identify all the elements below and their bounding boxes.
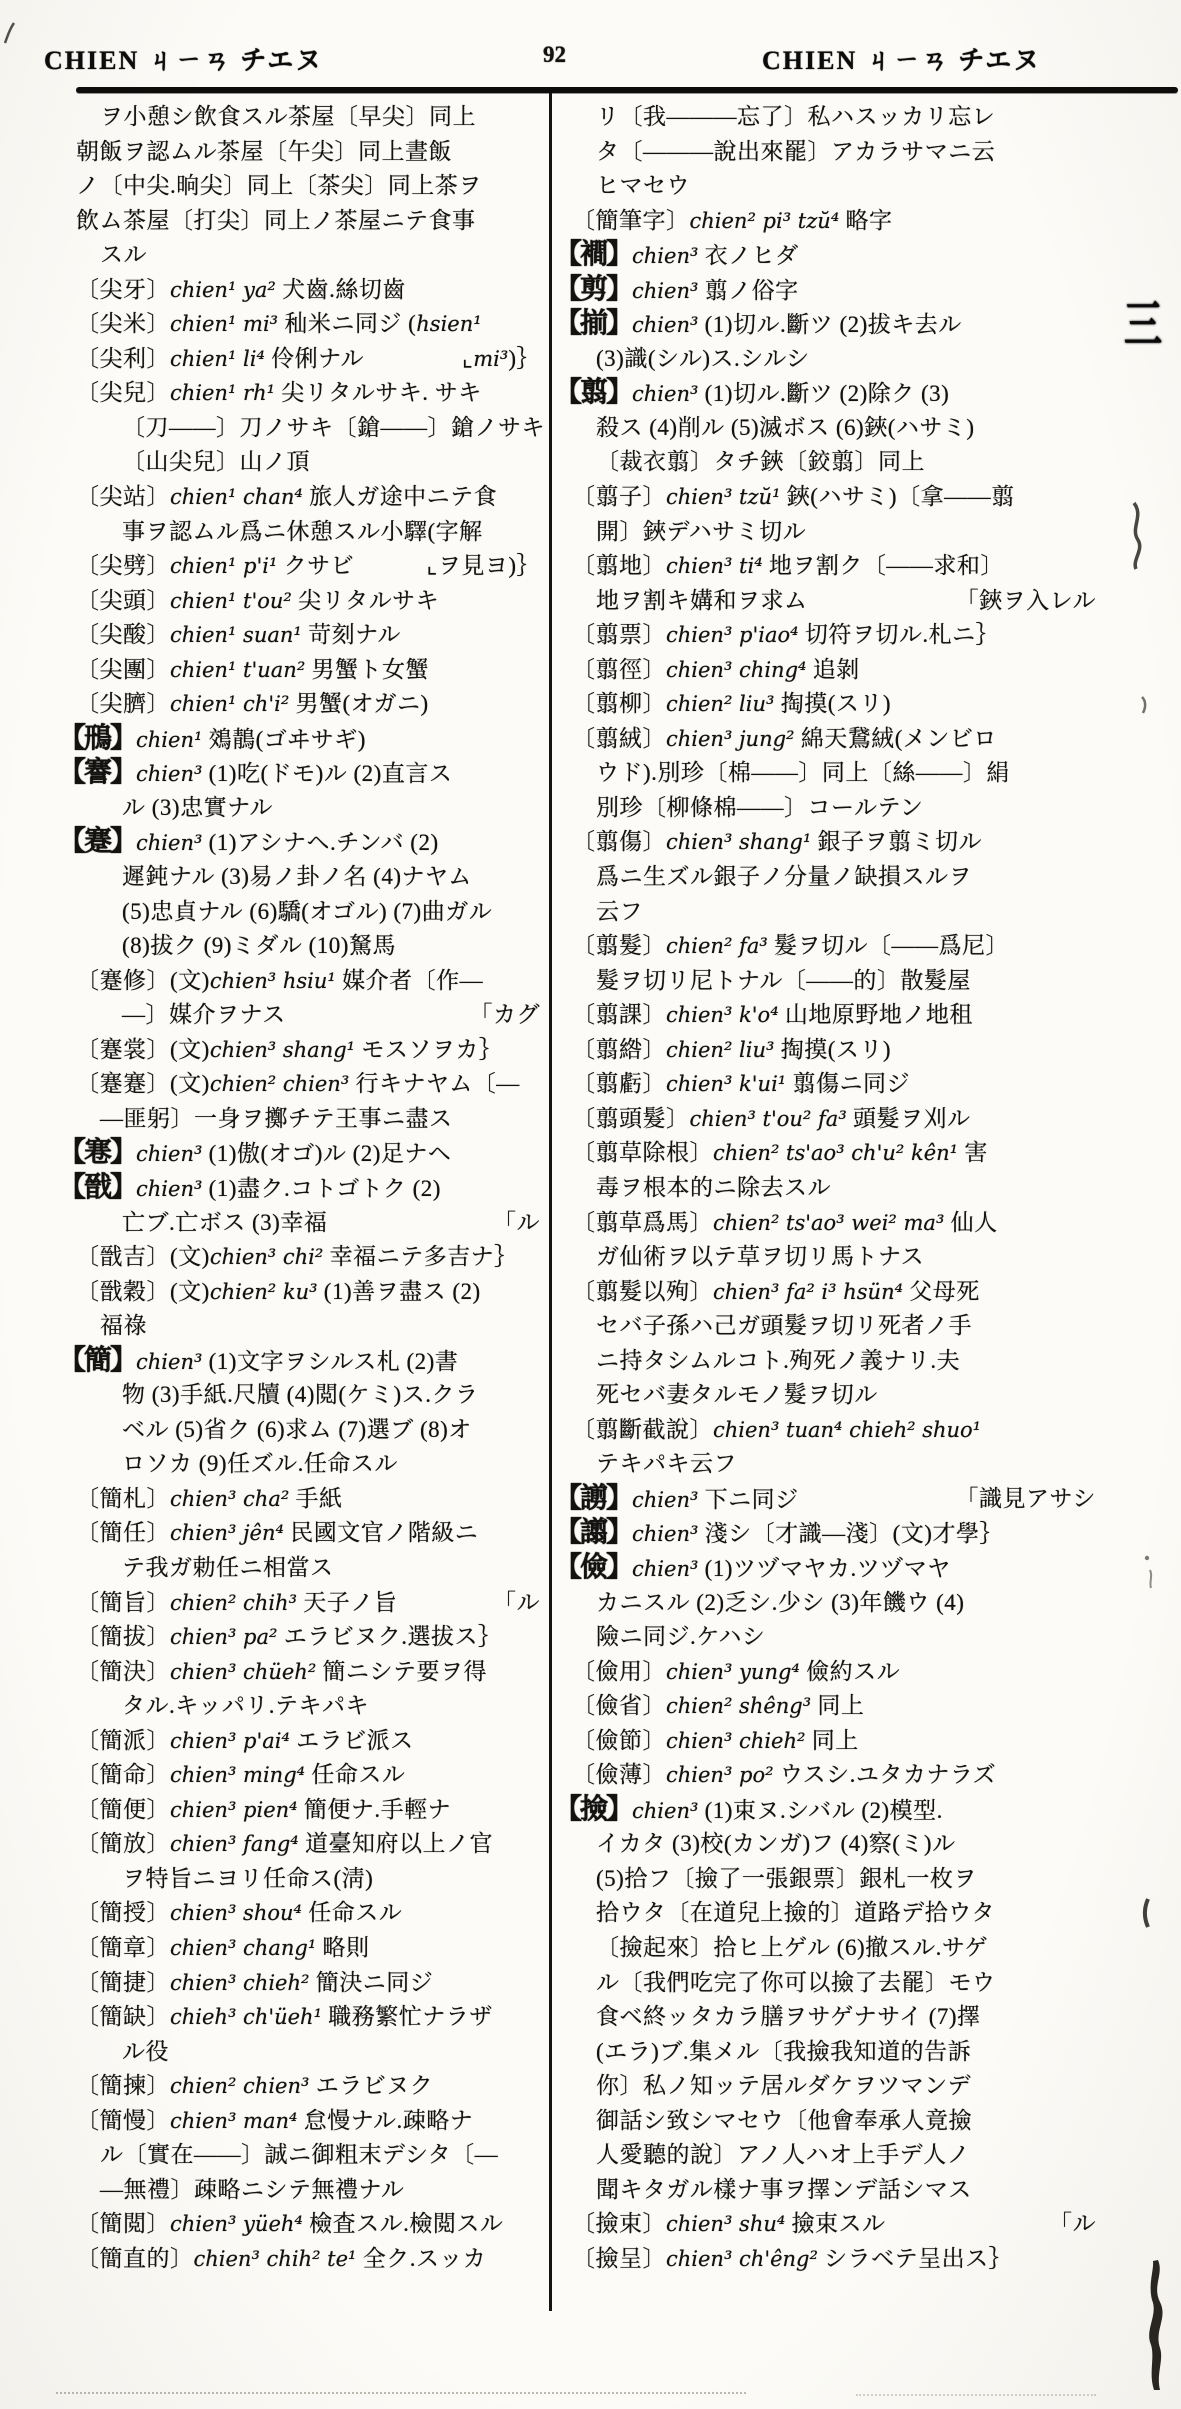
romanization: chien¹ mi³: [170, 312, 279, 337]
text-line: 死セバ妻タルモノ髮ヲ切ル: [596, 1382, 878, 1408]
headword-character: 【謇】: [58, 757, 137, 789]
text-line: 「鋏ヲ入レル 地ヲ割キ媾和ヲ求ム: [572, 584, 1096, 619]
romanization: chien¹ t'ou²: [170, 588, 292, 613]
text-line: 〔翦綹〕chien² liu³ 掏摸(スリ): [572, 1036, 892, 1062]
text-line: 〔儉節〕chien³ chieh² 同上: [572, 1727, 859, 1753]
text-line: ル〔我們吃完了你可以撿了去罷〕モウ: [596, 1969, 996, 1995]
text-line: 「ル 亡ブ.亡ボス (3)幸福: [76, 1206, 540, 1241]
text-line: 〔簡決〕chien³ chüeh² 簡ニシテ要ヲ得: [76, 1658, 487, 1684]
headword-character: 【剪】: [554, 273, 633, 305]
entry-line: 【鳽】chien¹ 鵁鶄(ゴヰサギ): [58, 722, 366, 754]
text-line: ⌞mi³)｝ 〔尖利〕chien¹ li⁴ 伶俐ナル: [76, 342, 540, 377]
romanization: chien³ pien⁴: [170, 1797, 298, 1822]
text-line: 〔蹇蹇〕(文)chien² chien³ 行キナヤム〔—: [76, 1071, 520, 1097]
text-line: 〔刀——〕刀ノサキ〔鎗——〕鎗ノサキ: [122, 414, 545, 440]
wrap-note: ⌞ヲ見ヨ)｝: [426, 553, 540, 579]
text-line: 〔裁衣翦〕タチ鋏〔鉸翦〕同上: [596, 449, 925, 475]
romanization: chien³ yüeh⁴: [170, 2212, 303, 2237]
romanization: chien³: [136, 1142, 203, 1167]
romanization: mi³: [473, 346, 509, 371]
romanization: chien³ yung⁴: [666, 1659, 800, 1684]
headword-character: 【蹇】: [58, 826, 137, 858]
entry-line: 「識見アサシ 【謭】chien³ 下ニ同ジ: [554, 1482, 1096, 1517]
text-line: タ〔———說出來罷〕アカラサマニ云: [596, 138, 996, 164]
romanization: chien³: [632, 244, 699, 269]
text-line: 〔翦票〕chien³ p'iao⁴ 切符ヲ切ル.札ニ｝: [572, 622, 1000, 648]
romanization: chien² pi³ tzŭ⁴: [689, 208, 840, 233]
text-line: 〔翦草除根〕chien² ts'ao³ ch'u² kên¹ 害: [572, 1140, 988, 1166]
romanization: chien² ts'ao³ ch'u² kên¹: [713, 1141, 959, 1166]
wrap-note: 「ル: [493, 1589, 540, 1615]
ink-mark: [1138, 694, 1152, 716]
text-line: 云フ: [596, 898, 643, 924]
ink-mark: [1142, 1552, 1158, 1592]
romanization: chien³: [632, 1556, 699, 1581]
entry-line: 【謇】chien³ (1)吃(ドモ)ル (2)直言ス: [58, 757, 453, 789]
text-line: 遲鈍ナル (3)易ノ卦ノ名 (4)ナヤム: [122, 864, 472, 890]
text-line: 〔尖頭〕chien¹ t'ou² 尖リタルサキ: [76, 587, 440, 613]
text-line: 〔簡筆字〕chien² pi³ tzŭ⁴ 略字: [572, 207, 893, 233]
text-line: ヲ小憩シ飲食スル茶屋〔早尖〕同上: [100, 104, 476, 129]
text-line: 〔戩穀〕(文)chien² ku³ (1)善ヲ盡ス (2): [76, 1278, 481, 1304]
headword-character: 【寋】: [58, 1137, 137, 1169]
romanization: hsien¹: [416, 312, 482, 337]
text-line: 〔翦子〕chien³ tzŭ¹ 鋏(ハサミ)〔拿——翦: [572, 484, 1015, 510]
ink-mark: [2, 20, 18, 46]
text-line: テ我ガ勅任ニ相當ス: [122, 1554, 334, 1580]
ink-mark: [1140, 1896, 1154, 1930]
text-line: —無禮〕疎略ニシテ無禮ナル: [100, 2176, 405, 2202]
romanization: chien² liu³: [666, 692, 775, 717]
romanization: chien³: [632, 278, 699, 303]
romanization: chien³: [632, 313, 699, 338]
text-line: 食ベ終ッタカラ膳ヲサゲナサイ (7)擇: [596, 2004, 981, 2030]
romanization: chien² shêng³: [666, 1694, 812, 1719]
romanization: chien³: [136, 1349, 203, 1374]
text-line: 「カグ —〕媒介ヲナス: [76, 998, 540, 1033]
text-line: 〔翦柳〕chien² liu³ 掏摸(スリ): [572, 691, 892, 717]
text-line: 〔尖臍〕chien¹ ch'i² 男蟹(オガニ): [76, 691, 429, 717]
header-rule: [76, 87, 1178, 93]
romanization: chien¹ chan⁴: [170, 485, 303, 510]
romanization: chien³ fang⁴: [170, 1832, 299, 1857]
romanization: chien¹ ya²: [170, 277, 276, 302]
text-line: テキパキ云フ: [596, 1451, 737, 1477]
text-line: (8)拔ク (9)ミダル (10)駑馬: [122, 933, 396, 959]
romanization: chien¹ t'uan²: [170, 657, 306, 682]
entry-line: 【揃】chien³ (1)切ル.斷ツ (2)拔キ去ル: [554, 308, 962, 340]
text-line: 事ヲ認ムル爲ニ休憩スル小驛(字解: [122, 518, 483, 544]
text-line: カニスル (2)乏シ.少シ (3)年饑ウ (4): [596, 1589, 965, 1615]
scan-noise-line: [856, 2394, 1096, 2396]
text-line: ウド).別珍〔棉——〕同上〔絲——〕絹: [596, 760, 1010, 786]
text-line: 飲ム茶屋〔打尖〕同上ノ茶屋ニテ食事: [76, 207, 476, 233]
romanization: chien³ shang¹: [666, 830, 812, 855]
romanization: chien³: [136, 1176, 203, 1201]
entry-line: 【儉】chien³ (1)ツヅマヤカ.ツヅマヤ: [554, 1551, 951, 1583]
romanization: chien³: [632, 1487, 699, 1512]
headword-character: 【鳽】: [58, 722, 137, 754]
romanization: chien³ p'ai⁴: [170, 1728, 290, 1753]
margin-volume-mark: 三: [1124, 297, 1163, 354]
romanization: chien³: [136, 831, 203, 856]
romanization: chien³ p'iao⁴: [666, 623, 799, 648]
text-line: 髮ヲ切リ尼トナル〔——的〕散髮屋: [596, 967, 971, 993]
romanization: chien¹ suan¹: [170, 623, 302, 648]
text-line: 御話シ致シマセウ〔他會奉承人竟撿: [596, 2107, 972, 2133]
text-line: 開〕鋏デハサミ切ル: [596, 518, 807, 544]
entry-line: 【戩】chien³ (1)盡ク.コトゴトク (2): [58, 1171, 441, 1203]
text-line: 拾ウタ〔在道兒上撿的〕道路デ拾ウタ: [596, 1900, 996, 1926]
text-line: 〔簡慢〕chien³ man⁴ 怠慢ナル.疎略ナ: [76, 2107, 474, 2133]
romanization: chien² fa³: [666, 934, 768, 959]
text-line: 〔尖米〕chien¹ mi³ 秈米ニ同ジ (hsien¹: [76, 311, 482, 337]
text-line: 聞キタガル樣ナ事ヲ擇ンデ話シマス: [596, 2176, 972, 2202]
romanization: chien³ ch'êng²: [666, 2246, 818, 2271]
wrap-note: 「鋏ヲ入レル: [955, 587, 1096, 613]
romanization: chien³ cha²: [170, 1486, 290, 1511]
text-line: 〔翦虧〕chien³ k'ui¹ 翦傷ニ同ジ: [572, 1071, 910, 1097]
text-line: 毒ヲ根本的ニ除去スル: [596, 1174, 831, 1200]
romanization: chien³ k'ui¹: [666, 1072, 787, 1097]
romanization: chien³ chüeh²: [170, 1659, 317, 1684]
text-line: (5)拾フ〔撿了一張銀票〕銀札一枚ヲ: [596, 1865, 977, 1891]
text-line: タル.キッパリ.テキパキ: [122, 1693, 370, 1719]
text-line: 〔山尖兒〕山ノ頂: [122, 449, 310, 475]
romanization: chien² chien³: [170, 2074, 310, 2099]
headword-character: 【謭】: [554, 1482, 633, 1514]
text-line: (エラ)ブ.集メル〔我撿我知道的告訴: [596, 2038, 972, 2064]
text-line: 〔撿呈〕chien³ ch'êng² シラベテ呈出ス｝: [572, 2245, 1013, 2271]
text-line: 〔儉省〕chien² shêng³ 同上: [572, 1693, 865, 1719]
headword-character: 【揃】: [554, 308, 633, 340]
column-divider: [549, 93, 552, 2311]
romanization: chien² liu³: [666, 1037, 775, 1062]
text-line: 〔翦髮以殉〕chien³ fa² i³ hsün⁴ 父母死: [572, 1278, 980, 1304]
headword-character: 【翦】: [554, 377, 633, 409]
romanization: chien³ ching⁴: [666, 657, 807, 682]
wrap-note: ⌞mi³)｝: [461, 345, 540, 371]
ink-blot: [1144, 2256, 1174, 2396]
text-line: ル役: [122, 2038, 169, 2064]
text-line: 〔簡章〕chien³ chang¹ 略則: [76, 1934, 370, 1960]
text-line: ヲ特旨ニヨリ任命ス(淸): [122, 1865, 374, 1891]
text-line: 〔翦頭髮〕chien³ t'ou² fa³ 頭髮ヲ刈ル: [572, 1105, 971, 1131]
romanization: chien³ hsiu¹: [209, 968, 336, 993]
text-line: 〔翦髮〕chien² fa³ 髮ヲ切ル〔——爲尼〕: [572, 933, 1010, 959]
entry-line: 【剪】chien³ 翦ノ俗字: [554, 273, 799, 305]
romanization: chien³ tuan⁴ chieh² shuo¹: [713, 1417, 982, 1442]
romanization: chien³ k'o⁴: [666, 1003, 779, 1028]
text-line: セバ子孫ハ己ガ頭髮ヲ切リ死者ノ手: [596, 1313, 972, 1339]
text-line: 〔翦草爲馬〕chien² ts'ao³ wei² ma³ 仙人: [572, 1209, 998, 1235]
romanization: chien³ chieh²: [666, 1728, 806, 1753]
text-line: ヒマセウ: [596, 173, 690, 199]
text-line: 〔尖酸〕chien¹ suan¹ 苛刻ナル: [76, 622, 401, 648]
wrap-note: 「識見アサシ: [955, 1485, 1096, 1511]
text-line: 〔尖團〕chien¹ t'uan² 男蟹ト女蟹: [76, 656, 429, 682]
romanization: chien³ po²: [666, 1763, 774, 1788]
romanization: chien³ shu⁴: [666, 2212, 786, 2237]
entry-line: 【寋】chien³ (1)傲(オゴ)ル (2)足ナヘ: [58, 1137, 452, 1169]
text-line: ガ仙術ヲ以テ草ヲ切リ馬トナス: [596, 1244, 925, 1270]
text-line: ベル (5)省ク (6)求ム (7)選ブ (8)オ: [122, 1416, 472, 1442]
text-line: ⌞ヲ見ヨ)｝ 〔尖劈〕chien¹ p'i¹ クサビ: [76, 549, 540, 584]
text-line: 人愛聽的說〕アノ人ハオ上手デ人ノ: [596, 2142, 971, 2168]
romanization: chien³: [632, 382, 699, 407]
wrap-note: 「ル: [1049, 2211, 1096, 2237]
romanization: chien³ ti⁴: [666, 554, 763, 579]
romanization: chien¹ ch'i²: [170, 692, 290, 717]
text-line: (3)識(シル)ス.シルシ: [596, 345, 810, 371]
text-line: 〔翦斷截說〕chien³ tuan⁴ chieh² shuo¹: [572, 1416, 982, 1442]
text-line: 〔翦傷〕chien³ shang¹ 銀子ヲ翦ミ切ル: [572, 829, 983, 855]
romanization: chien³ chang¹: [170, 1935, 317, 1960]
entry-line: 【簡】chien³ (1)文字ヲシルス札 (2)書: [58, 1344, 459, 1376]
romanization: chien³ chieh²: [170, 1970, 310, 1995]
text-line: 〔尖站〕chien¹ chan⁴ 旅人ガ途中ニテ食: [76, 484, 498, 510]
headword-character: 【儉】: [554, 1551, 633, 1583]
text-line: 〔簡放〕chien³ fang⁴ 道臺知府以上ノ官: [76, 1831, 493, 1857]
text-line: 〔簡捷〕chien³ chieh² 簡決ニ同ジ: [76, 1969, 434, 1995]
text-line: 〔尖兒〕chien¹ rh¹ 尖リタルサキ. サキ: [76, 380, 482, 406]
romanization: chien³ shou⁴: [170, 1901, 302, 1926]
text-line: リ〔我———忘了〕私ハスッカリ忘レ: [596, 104, 996, 129]
text-line: 〔簡閲〕chien³ yüeh⁴ 檢査スル.檢閲スル: [76, 2211, 504, 2237]
text-line: 險ニ同ジ.ケハシ: [596, 1624, 766, 1650]
text-line: 爲ニ生ズル銀子ノ分量ノ缺損スルヲ: [596, 864, 972, 890]
romanization: chien³ fa² i³ hsün⁴: [713, 1279, 904, 1304]
text-line: 〔簡任〕chien³ jên⁴ 民國文官ノ階級ニ: [76, 1520, 479, 1546]
page-number: 92: [543, 42, 566, 67]
text-line: ロソカ (9)任ズル.任命スル: [122, 1451, 398, 1477]
romanization: chien² chih³: [170, 1590, 297, 1615]
text-line: 〔翦地〕chien³ ti⁴ 地ヲ割ク〔——求和〕: [572, 553, 1004, 579]
text-line: 〔翦徑〕chien³ ching⁴ 追剝: [572, 656, 860, 682]
text-line: —匪躬〕一身ヲ擲チテ王事ニ盡ス: [100, 1105, 453, 1131]
text-line: 你〕私ノ知ッテ居ルダケヲツマンデ: [596, 2073, 972, 2099]
romanization: chien³ tzŭ¹: [666, 485, 781, 510]
text-line: 〔戩吉〕(文)chien³ chi² 幸福ニテ多吉ナ｝: [76, 1244, 518, 1270]
text-line: 〔簡拔〕chien³ pa² エラビヌク.選拔ス｝: [76, 1624, 502, 1650]
romanization: chien² chien³: [209, 1072, 350, 1097]
romanization: chien³ chi²: [209, 1245, 324, 1270]
right-column: [554, 100, 1096, 2276]
text-line: 〔簡揀〕chien² chien³ エラビヌク: [76, 2073, 434, 2099]
text-line: 福祿: [100, 1313, 147, 1339]
text-line: イカタ (3)校(カンガ)フ (4)察(ミ)ル: [596, 1831, 956, 1857]
text-line: 〔翦絨〕chien³ jung² 綿天鵞絨(メンビロ: [572, 725, 997, 751]
entry-line: 【譾】chien³ 淺シ〔才識—淺〕(文)才學｝: [554, 1517, 1003, 1549]
romanization: chien³ jung²: [666, 726, 795, 751]
entry-line: 【翦】chien³ (1)切ル.斷ツ (2)除ク (3): [554, 377, 950, 409]
scan-noise-line: [56, 2392, 746, 2394]
text-line: 〔簡派〕chien³ p'ai⁴ エラビ派ス: [76, 1727, 414, 1753]
text-line: 「ル 〔撿束〕chien³ shu⁴ 撿束スル: [572, 2207, 1096, 2242]
romanization: chien¹ li⁴: [170, 346, 265, 371]
headword-character: 【撿】: [554, 1793, 633, 1825]
headword-character: 【襇】: [554, 239, 633, 271]
romanization: chien³ chih² te¹: [193, 2246, 357, 2271]
text-line: 「ル 〔簡旨〕chien² chih³ 天子ノ旨: [76, 1586, 540, 1621]
text-line: 朝飯ヲ認ムル茶屋〔午尖〕同上晝飯: [76, 138, 452, 164]
wrap-note: 「ル: [493, 1209, 540, 1235]
text-line: 〔撿起來〕拾ヒ上ゲル (6)撤スル.サゲ: [596, 1934, 988, 1960]
romanization: chien¹ rh¹: [170, 381, 276, 406]
left-column: [58, 100, 545, 2276]
text-line: スル: [100, 242, 147, 268]
entry-line: 【蹇】chien³ (1)アシナヘ.チンバ (2): [58, 826, 439, 858]
text-line: 〔蹇修〕(文)chien³ hsiu¹ 媒介者〔作—: [76, 967, 484, 993]
romanization: chien² ts'ao³ wei² ma³: [713, 1210, 945, 1235]
text-line: 殺ス (4)削ル (5)滅ボス (6)鋏(ハサミ): [596, 414, 975, 440]
text-line: ル (3)忠實ナル: [122, 794, 273, 820]
text-line: 〔儉薄〕chien³ po² ウスシ.ユタカナラズ: [572, 1762, 997, 1788]
romanization: chien³ t'ou² fa³: [689, 1106, 847, 1131]
romanization: chien³: [632, 1798, 699, 1823]
romanization: chien¹ p'i¹: [170, 554, 278, 579]
text-line: 〔翦課〕chien³ k'o⁴ 山地原野地ノ地租: [572, 1002, 973, 1028]
romanization: chien³ man⁴: [170, 2108, 298, 2133]
text-line: 〔簡直的〕chien³ chih² te¹ 全ク.スッカ: [76, 2245, 487, 2271]
text-line: 〔簡命〕chien³ ming⁴ 任命スル: [76, 1762, 406, 1788]
ink-mark: [1128, 500, 1150, 572]
headword-character: 【譾】: [554, 1517, 633, 1549]
romanization: chien³: [632, 1522, 699, 1547]
headword-character: 【戩】: [58, 1171, 137, 1203]
romanization: chien³ ming⁴: [170, 1763, 306, 1788]
text-line: 別珍〔柳條棉——〕コールテン: [596, 794, 924, 820]
text-line: 〔儉用〕chien³ yung⁴ 儉約スル: [572, 1658, 901, 1684]
text-line: 〔蹇裳〕(文)chien³ shang¹ モスソヲカ｝: [76, 1036, 503, 1062]
text-line: 〔簡授〕chien³ shou⁴ 任命スル: [76, 1900, 403, 1926]
text-line: 〔簡缺〕chieh³ ch'üeh¹ 職務繁忙ナラザ: [76, 2004, 493, 2030]
text-line: 物 (3)手紙.尺牘 (4)閲(ケミ)ス.クラ: [122, 1382, 479, 1408]
romanization: chien³: [136, 762, 203, 787]
romanization: chien¹: [136, 727, 203, 752]
romanization: chien³ shang¹: [209, 1037, 356, 1062]
entry-line: 【襇】chien³ 衣ノヒダ: [554, 239, 799, 271]
romanization: chieh³ ch'üeh¹: [170, 2005, 323, 2030]
text-line: 〔簡札〕chien³ cha² 手紙: [76, 1485, 343, 1511]
running-head-right: CHIEN ㄐㄧㄢ チエヌ: [762, 46, 1042, 75]
headword-character: 【簡】: [58, 1344, 137, 1376]
text-line: 〔尖牙〕chien¹ ya² 犬齒.絲切齒: [76, 276, 406, 302]
romanization: chien³ pa²: [170, 1625, 278, 1650]
text-line: ル〔實在——〕誠ニ御粗末デシタ〔—: [100, 2142, 499, 2168]
wrap-note: 「カグ: [469, 1002, 540, 1028]
text-line: (5)忠貞ナル (6)驕(オゴル) (7)曲ガル: [122, 898, 493, 924]
running-head-left: CHIEN ㄐㄧㄢ チエヌ: [44, 46, 324, 75]
text-line: 〔簡便〕chien³ pien⁴ 簡便ナ.手輕ナ: [76, 1796, 452, 1822]
entry-line: 【撿】chien³ (1)束ヌ.シバル (2)模型.: [554, 1793, 943, 1825]
text-line: ノ〔中尖.晌尖〕同上〔茶尖〕同上茶ヲ: [76, 173, 482, 199]
romanization: chien² ku³: [209, 1279, 318, 1304]
text-line: ニ持タシムルコト.殉死ノ義ナリ.夫: [596, 1347, 961, 1373]
romanization: chien³ jên⁴: [170, 1521, 284, 1546]
